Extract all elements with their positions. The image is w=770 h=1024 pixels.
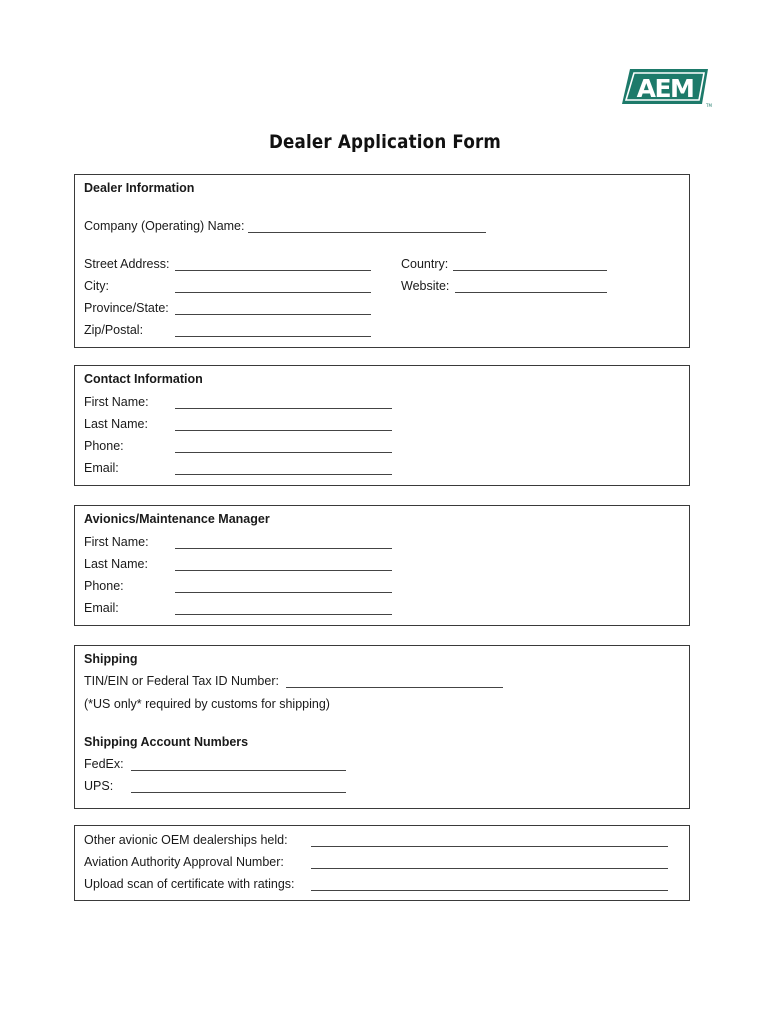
aviation-authority-field[interactable] (311, 868, 668, 869)
last-name-field[interactable] (175, 430, 392, 431)
tin-label: TIN/EIN or Federal Tax ID Number: (84, 674, 279, 688)
first-name-field[interactable] (175, 548, 392, 549)
phone-label: Phone: (84, 439, 124, 453)
city-label: City: (84, 279, 109, 293)
email-label: Email: (84, 461, 119, 475)
last-name-label: Last Name: (84, 417, 148, 431)
other-information-section (74, 825, 690, 901)
company-name-label: Company (Operating) Name: (84, 219, 245, 233)
website-field[interactable] (455, 292, 607, 293)
zip-postal-field[interactable] (175, 336, 371, 337)
phone-field[interactable] (175, 452, 392, 453)
upload-certificate-field[interactable] (311, 890, 668, 891)
city-field[interactable] (175, 292, 371, 293)
section-heading: Contact Information (84, 372, 203, 386)
ups-field[interactable] (131, 792, 346, 793)
country-label: Country: (401, 257, 449, 271)
phone-field[interactable] (175, 592, 392, 593)
oem-dealerships-field[interactable] (311, 846, 668, 847)
oem-dealerships-label: Other avionic OEM dealerships held: (84, 833, 288, 847)
website-label: Website: (401, 279, 450, 293)
street-address-label: Street Address: (84, 257, 170, 271)
first-name-label: First Name: (84, 395, 149, 409)
us-only-note: (*US only* required by customs for shipping) (84, 697, 330, 711)
section-heading: Avionics/Maintenance Manager (84, 512, 270, 526)
section-heading: Dealer Information (84, 181, 195, 195)
dealer-information-section (74, 174, 690, 348)
zip-postal-label: Zip/Postal: (84, 323, 144, 337)
street-address-field[interactable] (175, 270, 371, 271)
fedex-label: FedEx: (84, 757, 124, 771)
country-field[interactable] (453, 270, 607, 271)
last-name-label: Last Name: (84, 557, 148, 571)
page-title: Dealer Application Form (268, 131, 502, 153)
manager-section (74, 505, 690, 626)
email-field[interactable] (175, 614, 392, 615)
company-name-field[interactable] (248, 232, 486, 233)
province-state-label: Province/State: (84, 301, 169, 315)
aviation-authority-label: Aviation Authority Approval Number: (84, 855, 284, 869)
contact-information-section (74, 365, 690, 486)
shipping-section (74, 645, 690, 809)
svg-text:TM: TM (706, 103, 712, 108)
phone-label: Phone: (84, 579, 124, 593)
province-state-field[interactable] (175, 314, 371, 315)
first-name-field[interactable] (175, 408, 392, 409)
first-name-label: First Name: (84, 535, 149, 549)
tin-field[interactable] (286, 687, 503, 688)
shipping-account-numbers-heading: Shipping Account Numbers (84, 735, 249, 749)
email-label: Email: (84, 601, 119, 615)
ups-label: UPS: (84, 779, 114, 793)
email-field[interactable] (175, 474, 392, 475)
upload-certificate-label: Upload scan of certificate with ratings: (84, 877, 295, 891)
svg-text:AEM: AEM (636, 74, 694, 103)
last-name-field[interactable] (175, 570, 392, 571)
aem-logo (620, 68, 716, 108)
fedex-field[interactable] (131, 770, 346, 771)
section-heading: Shipping (84, 652, 138, 666)
